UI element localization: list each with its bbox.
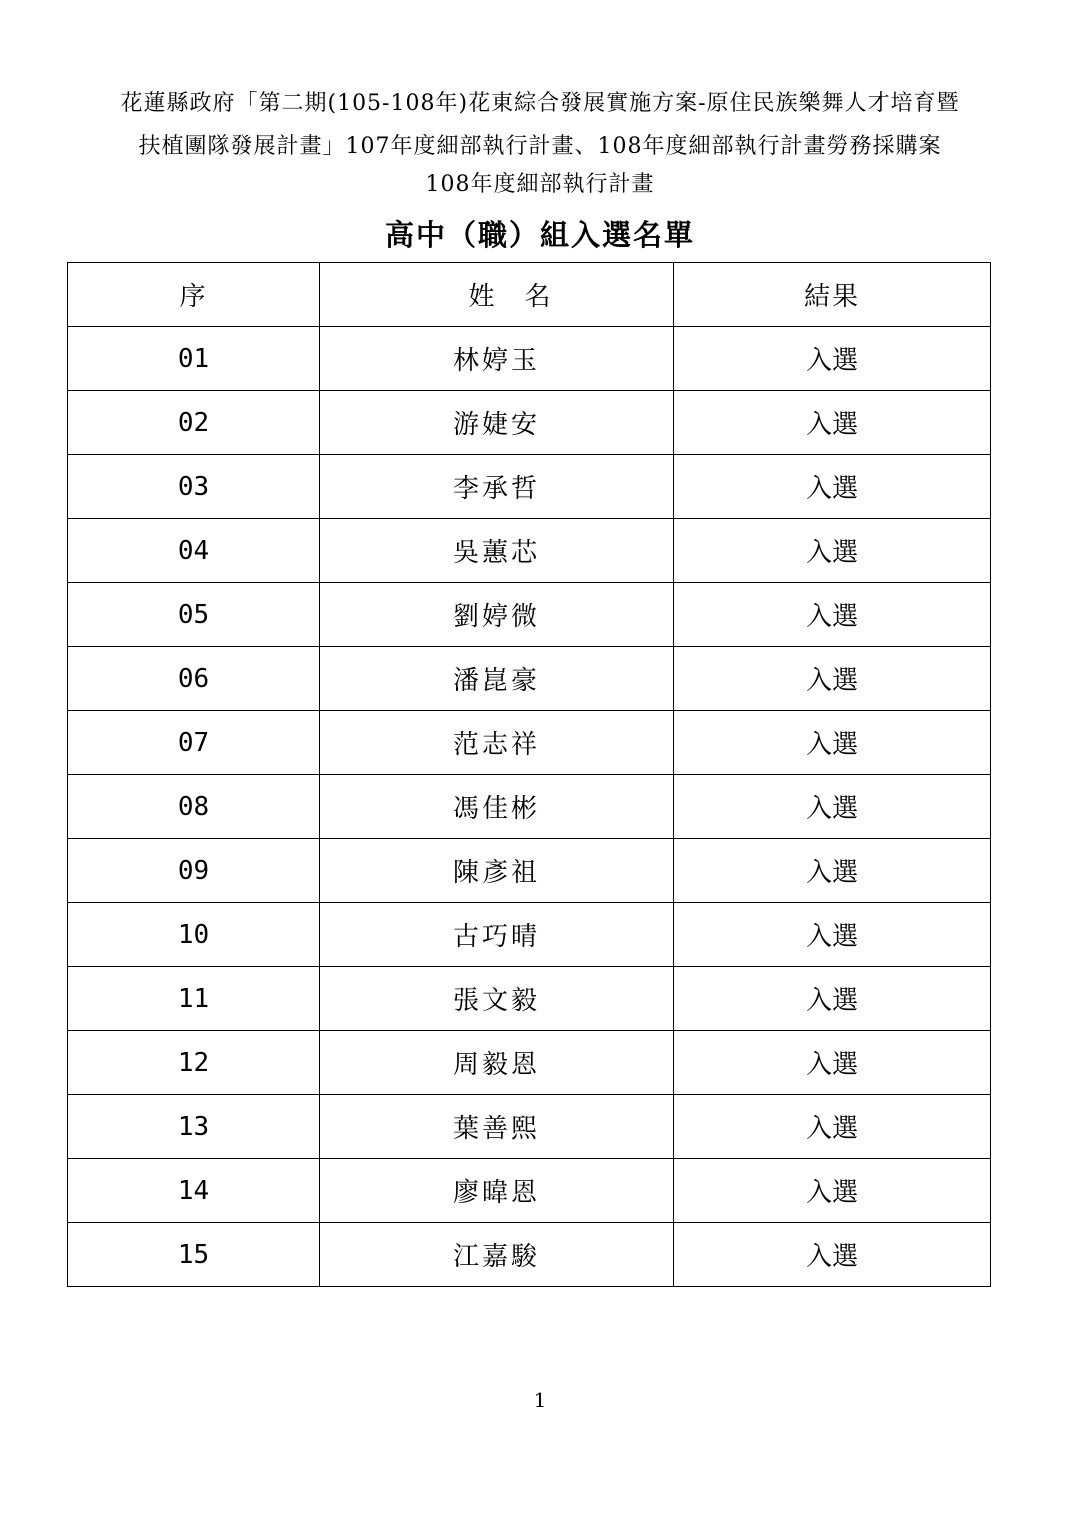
column-header-result: 結果 [674,263,991,327]
table-row [68,1095,991,1159]
row-result: 入選 [674,967,991,1031]
table-row [68,839,991,903]
row-number: 12 [68,1031,320,1095]
row-result: 入選 [674,711,991,775]
row-name: 周毅恩 [320,1031,674,1095]
page-number: 1 [533,1388,547,1412]
row-result: 入選 [674,839,991,903]
table-row [68,1223,991,1287]
row-name: 范志祥 [320,711,674,775]
column-header-number: 序 [68,263,320,327]
row-name: 張文毅 [320,967,674,1031]
row-result: 入選 [674,1159,991,1223]
row-number: 08 [68,775,320,839]
roster-table [67,262,991,1287]
row-result: 入選 [674,903,991,967]
row-result: 入選 [674,1223,991,1287]
row-number: 07 [68,711,320,775]
row-number: 03 [68,455,320,519]
header-line-2: 扶植團隊發展計畫」107年度細部執行計畫、108年度細部執行計畫勞務採購案 [138,134,942,159]
table-row [68,327,991,391]
row-result: 入選 [674,519,991,583]
row-result: 入選 [674,391,991,455]
roster-body [68,327,991,1287]
row-number: 04 [68,519,320,583]
row-name: 吳蕙芯 [320,519,674,583]
table-row [68,647,991,711]
row-number: 11 [68,967,320,1031]
table-row [68,583,991,647]
table-row [68,711,991,775]
row-result: 入選 [674,583,991,647]
table-row [68,1159,991,1223]
table-header-row [68,263,991,327]
row-number: 15 [68,1223,320,1287]
table-row [68,775,991,839]
row-result: 入選 [674,1031,991,1095]
table-row [68,967,991,1031]
row-number: 05 [68,583,320,647]
row-number: 14 [68,1159,320,1223]
row-name: 林婷玉 [320,327,674,391]
row-name: 潘崑豪 [320,647,674,711]
row-name: 古巧晴 [320,903,674,967]
column-header-name: 姓 名 [320,263,674,327]
row-name: 廖暐恩 [320,1159,674,1223]
row-number: 10 [68,903,320,967]
header-line-3: 108年度細部執行計畫 [425,172,655,197]
header-line-1: 花蓮縣政府「第二期(105-108年)花東綜合發展實施方案-原住民族樂舞人才培育暨 [120,91,960,116]
row-result: 入選 [674,647,991,711]
row-name: 江嘉駿 [320,1223,674,1287]
row-result: 入選 [674,1095,991,1159]
row-number: 06 [68,647,320,711]
row-number: 01 [68,327,320,391]
row-name: 陳彥祖 [320,839,674,903]
row-name: 劉婷微 [320,583,674,647]
row-result: 入選 [674,455,991,519]
page-title: 高中（職）組入選名單 [384,218,695,252]
row-name: 馮佳彬 [320,775,674,839]
row-number: 02 [68,391,320,455]
table-row [68,1031,991,1095]
row-result: 入選 [674,327,991,391]
row-name: 游婕安 [320,391,674,455]
table-row [68,519,991,583]
row-result: 入選 [674,775,991,839]
table-row [68,391,991,455]
table-row [68,903,991,967]
table-row [68,455,991,519]
row-number: 09 [68,839,320,903]
row-number: 13 [68,1095,320,1159]
row-name: 葉善熙 [320,1095,674,1159]
row-name: 李承哲 [320,455,674,519]
